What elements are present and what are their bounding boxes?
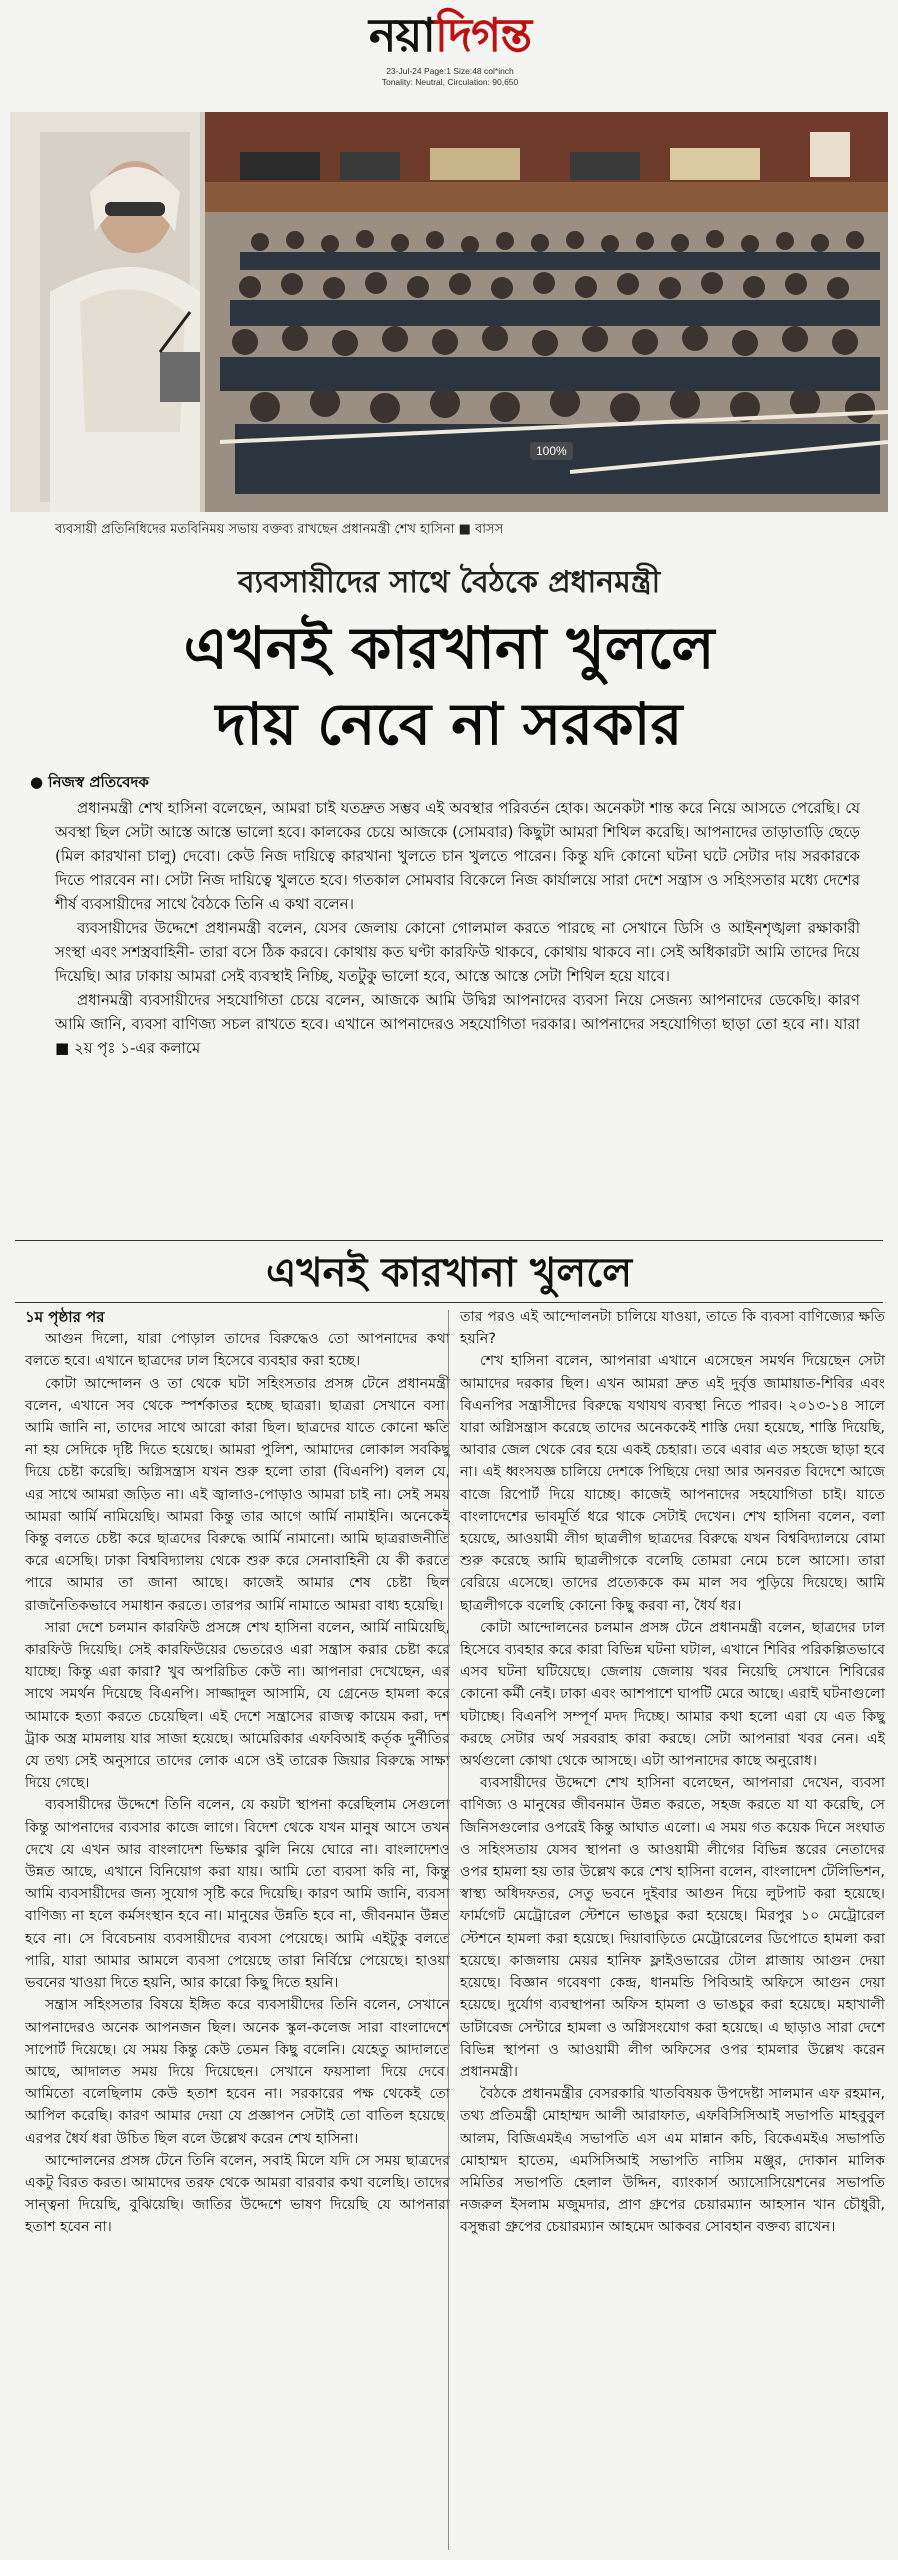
body-paragraph: তার পরও এই আন্দোলনটা চালিয়ে যাওয়া, তাতে কি ব্যবসা বাণিজ্যের ক্ষতি হয়নি?	[460, 1309, 885, 1348]
headline-line-2: দায় নেবে না সরকার	[215, 690, 683, 758]
body-paragraph: ব্যবসায়ীদের উদ্দেশে তিনি বলেন, যে কয়টা স্থাপনা করেছিলাম সেগুলো কিন্তু আপনাদের ব্যবসার কাজে লাগে। বিদেশ থেকে যখন মানুষ আসে তখন দেখে যে এখন আর বাংলাদেশ ভিক্ষার ঝুলি নিয়ে ঘোরে না। বাংলাদেশও উন্নত আছে, এখানে বিনিয়োগ করা যায়। আমি তো ব্যবসা করি না, কিন্তু আমি ব্যবসায়ীদের জন্য সুযোগ সৃষ্টি করে দিয়েছি। কারণ আমি জানি, ব্যবসা বাণিজ্য না হলে কর্মসংস্থান হবে না। মানুষের উন্নতি হবে না, জীবনমান উন্নত হবে না। সে বিবেচনায় ব্যবসায়ীদের ব্যবসা পেয়েছে। আমি এইটুকু বলতে পারি, যারা আমার আমলে ব্যবসা পেয়েছে তারা নির্বিঘ্নে পেয়েছে। হাওয়া ভবনের খাওয়া দিতে হয়নি, আর কারো কিছু দিতে হয়নি।	[25, 1797, 450, 1992]
body-paragraph: কোটা আন্দোলনের চলমান প্রসঙ্গ টেনে প্রধানমন্ত্রী বলেন, ছাত্রদের ঢাল হিসেবে ব্যবহার করে কারা বিভিন্ন ঘটনা ঘটাল, এখানে শিবির পরিকল্পিতভাবে এসব ঘটনা ঘটিয়েছে। জেলায় জেলায় খবর নিয়েছি সেখানে শিবিরের কোনো কর্মী নেই। ঢাকা এবং আশপাশে ঘাপটি মেরে আছে। এরাই ঘটনাগুলো ঘটাচ্ছে। বিএনপি সম্পূর্ণ মদদ দিচ্ছে। আমার কথা হলো এরা যে এত কিছু করছে সেটার অর্থ সরবরাহ কারা করছে। সেটা আপনারা খবর নেন। এই অর্থগুলো কোথা থেকে আসছে। এটা আপনাদের কাছে অনুরোধ।	[460, 1619, 885, 1770]
body-paragraph: ব্যবসায়ীদের উদ্দেশে শেখ হাসিনা বলেছেন, আপনারা দেখেন, ব্যবসা বাণিজ্য ও মানুষের জীবনমান উন্নত করতে, সহজ করতে যা যা করেছি, সে জিনিসগুলোর ওপরেই কিন্তু আঘাত এলো। এ সময় গত কয়েক দিনে সংঘাত ও সহিংসতায় যেসব স্থাপনা ও আওয়ামী লীগের বিভিন্ন স্তরের নেতাদের ওপর হামলা হয় তার উল্লেখ করে শেখ হাসিনা বলেন, বাংলাদেশ টেলিভিশন, স্বাস্থ্য অধিদফতর, সেতু ভবনে দুইবার আগুন দিয়ে লুটপাট করা হয়েছে। ফার্মগেট মেট্রোরেল স্টেশনে ভাঙচুর করা হয়েছে। মিরপুর ১০ মেট্রোরেল স্টেশনে হামলা করা হয়েছে। দিয়াবাড়িতে মেট্রোরেলের ডিপোতে হামলা করা হয়েছে। কাজলায় মেয়র হানিফ ফ্লাইওভারের টোল প্লাজায় আগুন দেয়া হয়েছে। বিজ্ঞান গবেষণা কেন্দ্র, ধানমন্ডি পিবিআই অফিসে আগুন দেয়া হয়েছে। দুর্যোগ ব্যবস্থাপনা অফিস হামলা ও ভাঙচুর করা হয়েছে। মহাখালী ডাটাবেজ সেন্টারে হামলা ও অগ্নিসংযোগ করা হয়েছে। এ ছাড়াও সারা দেশে বিভিন্ন স্থাপনা ও আওয়ামী লীগ অফিসের ওপর হামলার উল্লেখ করেন প্রধানমন্ত্রী।	[460, 1775, 885, 2080]
masthead	[0, 0, 898, 110]
body-paragraph: আন্দোলনের প্রসঙ্গ টেনে তিনি বলেন, সবাই মিলে যদি সে সময় ছাত্রদের একটু বিরত করত। আমাদের তরফ থেকে আমরা বারবার কথা বলেছি। তাদের সান্ত্বনা দিয়েছি, বুঝিয়েছি। জাতির উদ্দেশে ভাষণ দিয়েছি যে আপনারা হতাশ হবেন না।	[25, 2152, 450, 2236]
body-paragraph: আগুন দিলো, যারা পোড়াল তাদের বিরুদ্ধেও তো আপনাদের কথা বলতে হবে। এখানে ছাত্রদের ঢাল হিসেবে ব্যবহার করা হচ্ছে।	[25, 1331, 450, 1370]
continued-label: ১ম পৃষ্ঠার পর	[25, 1308, 105, 1326]
photo-caption: ব্যবসায়ী প্রতিনিধিদের মতবিনিময় সভায় বক্তব্য রাখছেন প্রধানমন্ত্রী শেখ হাসিনা ■ বাসস	[55, 522, 504, 537]
zoom-indicator: 100%	[530, 442, 573, 460]
left-column	[25, 1306, 450, 2239]
meta-line-1: 23-Jul-24 Page:1 Size:48 col*inch	[386, 66, 514, 76]
jump-headline: এখনই কারখানা খুললে	[265, 1250, 633, 1296]
body-paragraph: বৈঠকে প্রধানমন্ত্রীর বেসরকারি খাতবিষয়ক উপদেষ্টা সালমান এফ রহমান, তথ্য প্রতিমন্ত্রী মোহাম্মদ আলী আরাফাত, এফবিসিসিআই সভাপতি মাহবুবুল আলম, বিজিএমইএ সভাপতি এস এম মান্নান কচি, বিকেএমইএ সভাপতি মোহাম্মদ হাতেম, এমসিসিআই সভাপতি নাসিম মঞ্জুর, দোকান মালিক সমিতির সভাপতি হেলাল উদ্দিন, ব্যাংকার্স অ্যাসোসিয়েশনের সভাপতি নজরুল ইসলাম মজুমদার, প্রাণ গ্রুপের চেয়ারম্যান আহসান খান চৌধুরী, বসুন্ধরা গ্রুপের চেয়ারম্যান আহমেদ আকবর সোবহান বক্তব্য রাখেন।	[460, 2086, 885, 2236]
newspaper-logo	[340, 6, 560, 64]
article-lead	[55, 796, 860, 1060]
byline: ● নিজস্ব প্রতিবেদক	[30, 773, 149, 791]
body-paragraph: শেখ হাসিনা বলেন, আপনারা এখানে এসেছেন সমর্থন দিয়েছেন সেটা আমাদের দরকার ছিল। এখন আমরা দ্রুত এই দুর্বৃত্ত জামায়াত-শিবির এবং বিএনপির সন্ত্রাসীদের বিরুদ্ধে যথাযথ ব্যবস্থা নিতে পারব। ২০১৩-১৪ সালে যারা অগ্নিসন্ত্রাস করেছে তাদের অনেককেই শাস্তি দেয়া হয়েছে, শাস্তি দিয়েছি, আবার জেল থেকে বের হয়ে একই চেহারা। তবে এবার এত সহজে ছাড়া হবে না। এই ধ্বংসযজ্ঞ চালিয়ে দেশকে পিছিয়ে দেয়া আর অনবরত বিদেশে আজে বাজে রিপোর্ট দিয়ে যাচ্ছে। কাজেই আপনাদের সহযোগিতা চাই। যাতে বাংলাদেশের ভাবমূর্তি ধরে থাকে সেটাই দেখেন। শেখ হাসিনা বলেন, বলা হয়েছে, আওয়ামী লীগ ছাত্রলীগ ছাত্রদের বিরুদ্ধে যখন বিশ্ববিদ্যালয়ে বোমা শুরু করেছে আমি ছাত্রলীগকে বলেছি তোমরা নেমে চলে আসো। তারা বেরিয়ে এসেছে। তাদের প্রত্যেককে কম মাল সব পুড়িয়ে দিয়েছে। আমি ছাত্রলীগকে বলেছি কোনো কিছু করবা না, ধৈর্য ধর।	[460, 1353, 885, 1614]
article-kicker: ব্যবসায়ীদের সাথে বৈঠকে প্রধানমন্ত্রী	[237, 565, 661, 600]
logo-main: নয়া	[368, 8, 435, 62]
headline-line-1: এখনই কারখানা খুললে	[183, 614, 715, 682]
body-paragraph: সারা দেশে চলমান কারফিউ প্রসঙ্গে শেখ হাসিনা বলেন, আর্মি নামিয়েছি, কারফিউ দিয়েছি। সেই কারফিউয়ের ভেতরেও এরা সন্ত্রাস করার চেষ্টা করে যাচ্ছে। কিন্তু এরা কারা? খুব অপরিচিত কেউ না। আপনারা দেখেছেন, এর সাথে সমর্থন দিয়েছে বিএনপি। সাজ্জাদুল আসামি, যে গ্রেনেড হামলা করে আমাকে হত্যা করতে চেয়েছিল। এই দেশে সন্ত্রাসের রাজত্ব কায়েম করা, দশ ট্রাক অস্ত্র মামলায় যার সাজা হয়েছে। আমেরিকার এফবিআই কর্তৃক দুর্নীতির যে তথ্য সেই অনুসারে তাদের লোক এসে ওই তারেক জিয়ার বিরুদ্ধে সাক্ষ্য দিয়ে গেছে।	[25, 1619, 450, 1792]
right-column	[460, 1306, 885, 2239]
lead-paragraph: প্রধানমন্ত্রী শেখ হাসিনা বলেছেন, আমরা চাই যতদ্রুত সম্ভব এই অবস্থার পরিবর্তন হোক। অনেকটা শান্ত করে নিয়ে আসতে পেরেছি। যে অবস্থা ছিল সেটা আস্তে আস্তে ভালো হবে। কালকের চেয়ে আজকে (সোমবার) কিছুটা আমরা শিথিল করেছি। আপনাদের তাড়াতাড়ি ছেড়ে (মিল কারখানা চালু) দেবো। কেউ নিজ দায়িত্বে কারখানা খুলতে চান খুলতে পারেন। কিন্তু যদি কোনো ঘটনা ঘটে সেটার দায় সরকারকে দিতে পারবেন না। সেটা নিজ দায়িত্বে খুলতে হবে। গতকাল সোমবার বিকেলে নিজ কার্যালয়ে সারা দেশে সন্ত্রাস ও সহিংসতার মধ্যে দেশের শীর্ষ ব্যবসায়ীদের সাথে বৈঠকে তিনি এ কথা বলেন।	[55, 799, 860, 913]
column-divider	[448, 1310, 449, 2550]
lead-paragraph: ব্যবসায়ীদের উদ্দেশে প্রধানমন্ত্রী বলেন, যেসব জেলায় কোনো গোলমাল করতে পারছে না সেখানে ডিসি ও আইনশৃঙ্খলা রক্ষাকারী সংস্থা এবং সশস্ত্রবাহিনী- তারা বসে ঠিক করবে। কোথায় কত ঘণ্টা কারফিউ থাকবে, কোথায় থাকবে না। সেই অধিকারটা আমি তাদের দিয়ে দিয়েছি। আর ঢাকায় আমরা সেই ব্যবস্থাই নিচ্ছি, যতটুকু ভালো হবে, আস্তে আস্তে সেটা শিথিল হয়ে যাবে।	[55, 919, 860, 985]
logo-accent: দিগন্ত	[434, 8, 532, 62]
body-paragraph: সন্ত্রাস সহিংসতার বিষয়ে ইঙ্গিত করে ব্যবসায়ীদের তিনি বলেন, সেখানে আপনাদেরও অনেক আপনজন ছিল। অনেক স্কুল-কলেজ সারা বাংলাদেশে সাপোর্ট দিয়েছে। যে সময় কিন্তু কেউ তেমন কিছু বলেনি। যেহেতু আদালতে আছে, আদালত সময় দিয়ে দিয়েছেন। সেখানে ফয়সালা দিয়ে দেবে। আমিতো বলেছিলাম কেউ হতাশ হবেন না। সরকারের পক্ষ থেকেই তো আপিল করেছি। কারণ আমার দেয়া যে প্রজ্ঞাপন সেটাই তো বাতিল হয়েছে। এরপর ধৈর্য ধরা উচিত ছিল বলে উল্লেখ করেন শেখ হাসিনা।	[25, 1997, 450, 2147]
section-rule-bottom	[15, 1302, 883, 1303]
article-headline	[0, 610, 898, 762]
clipping-meta	[340, 66, 560, 88]
body-paragraph: কোটা আন্দোলন ও তা থেকে ঘটা সহিংসতার প্রসঙ্গ টেনে প্রধানমন্ত্রী বলেন, এখানে সব থেকে স্পর্শকাতর হচ্ছে ছাত্ররা। ছাত্ররা সেখানে বসা। আমি জানি না, তাদের সাথে আরো কারা ছিল। ছাত্রদের যাতে কোনো ক্ষতি না হয় সেদিকে দৃষ্টি দিতে হয়েছে। আমরা পুলিশ, আমাদের লোকাল সবকিছু দিয়ে চেষ্টা করেছি। অগ্নিসন্ত্রাস যখন শুরু হলো তারা (বিএনপি) বলল যে, এর সাথে আমরা জড়িত না। এই জ্বালাও-পোড়াও আমরা চাই না। সেই সময় আমরা আর্মি নামিয়েছি। আমরা কিন্তু তার আগে আর্মি নামাইনি। অনেকেই কিন্তু বলতে চেষ্টা করে ছাত্রদের বিরুদ্ধে আর্মি নামানো। আমি ছাত্ররাজনীতি করে এসেছি। ঢাকা বিশ্ববিদ্যালয় থেকে শুরু করে সেনাবাহিনী যে কী করতে পারে আমার তা জানা আছে। কাজেই আমার শেষ চেষ্টা ছিল রাজনৈতিকভাবে সমাধান করতে। তারপর আর্মি নামাতে আমরা বাধ্য হয়েছি।	[25, 1375, 450, 1614]
lead-paragraph: প্রধানমন্ত্রী ব্যবসায়ীদের সহযোগিতা চেয়ে বলেন, আজকে আমি উদ্বিগ্ন আপনাদের ব্যবসা নিয়ে সেজন্য আপনাদের ডেকেছি। কারণ আমি জানি, ব্যবসা বাণিজ্য সচল রাখতে হবে। এখানে আপনাদেরও সহযোগিতা দরকার। আপনাদের সহযোগিতা ছাড়া তো হবে না। যারা ■ ২য় পৃঃ ১-এর কলামে	[55, 991, 860, 1057]
section-rule-top	[15, 1240, 883, 1241]
conference-hall-photo	[10, 112, 888, 512]
news-photo	[10, 112, 888, 512]
meta-line-2: Tonality: Neutral, Circulation: 90,650	[381, 77, 519, 87]
